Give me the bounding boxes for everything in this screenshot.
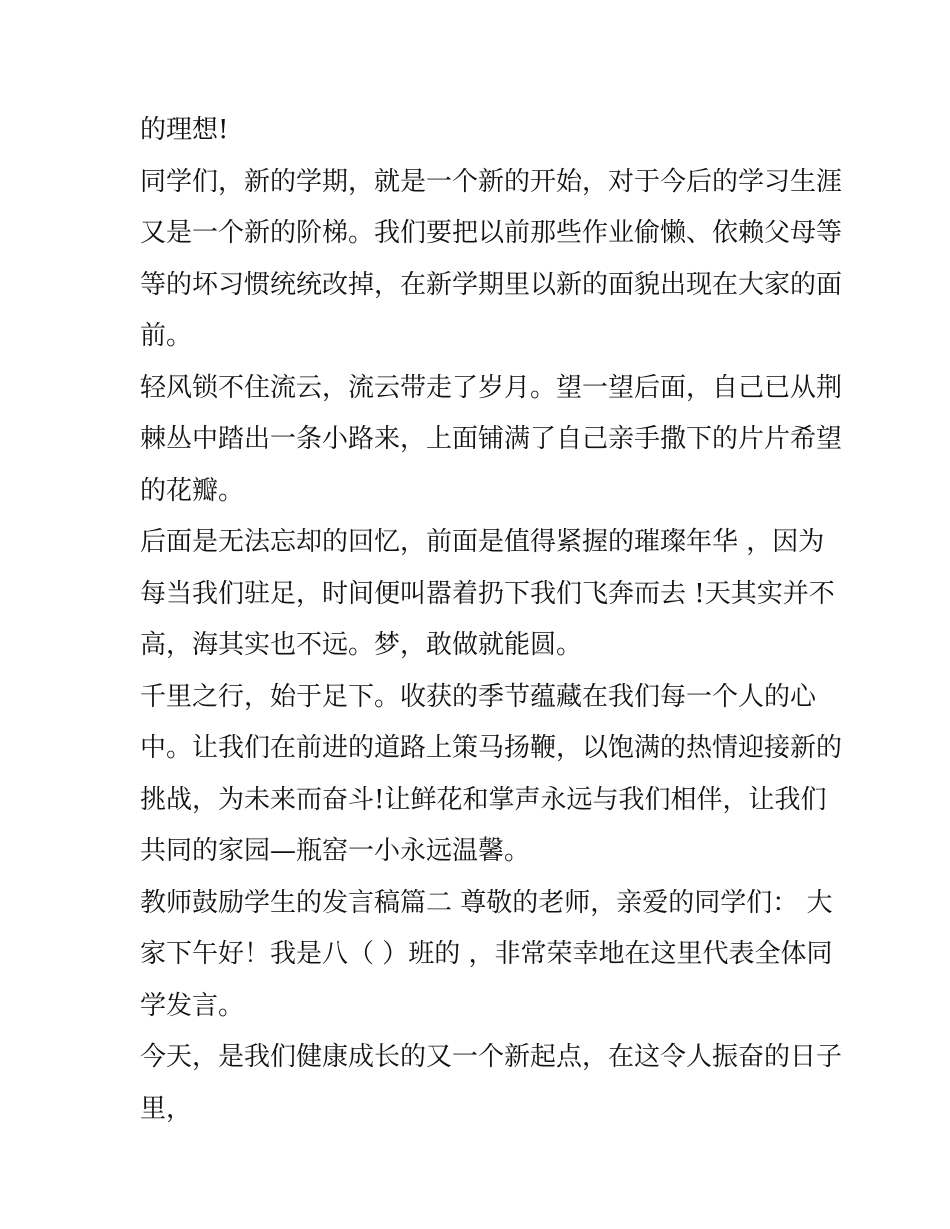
text-line: 学发言。 [140, 990, 245, 1021]
text-line: 同学们，新的学期，就是一个新的开始，对于今后的学习生涯 [140, 166, 843, 197]
paragraph [140, 157, 843, 363]
text-line: 共同的家园—瓶窑一小永远温馨。 [140, 836, 531, 866]
paragraph [140, 517, 835, 672]
text-line: 家下午好！我是八（ ）班的 ，非常荣幸地在这里代表全体同 [140, 939, 833, 969]
text-line: 教师鼓励学生的发言稿篇二 尊敬的老师，亲爱的同学们： 大 [140, 887, 833, 918]
text-line: 千里之行，始于足下。收获的季节蕴藏在我们每一个人的心 [140, 681, 817, 712]
document-body [140, 105, 843, 1135]
paragraph [140, 1032, 843, 1135]
text-line: 前。 [140, 321, 193, 351]
text-line: 等的坏习惯统统改掉，在新学期里以新的面貌出现在大家的面 [140, 269, 843, 300]
text-line: 的花瓣。 [140, 475, 245, 506]
text-line: 挑战，为未来而奋斗!让鲜花和掌声永远与我们相伴，让我们 [140, 784, 827, 815]
text-line: 棘丛中踏出一条小路来，上面铺满了自己亲手撒下的片片希望 [140, 424, 843, 454]
paragraph [140, 878, 833, 1033]
paragraph [140, 672, 843, 878]
text-line: 的理想! [140, 115, 229, 145]
text-line: 后面是无法忘却的回忆，前面是值得紧握的璀璨年华 ，因为 [140, 527, 825, 557]
text-line: 里， [140, 1093, 193, 1124]
paragraph [140, 105, 820, 157]
text-line: 每当我们驻足，时间便叫嚣着扔下我们飞奔而去 !天其实并不 [140, 578, 835, 609]
text-line: 轻风锁不住流云，流云带走了岁月。望一望后面，自己已从荆 [140, 372, 843, 403]
text-line: 又是一个新的阶梯。我们要把以前那些作业偷懒、依赖父母等 [140, 218, 843, 248]
text-line: 中。让我们在前进的道路上策马扬鞭，以饱满的热情迎接新的 [140, 733, 843, 763]
paragraph [140, 363, 843, 518]
text-line: 高，海其实也不远。梦，敢做就能圆。 [140, 630, 583, 660]
text-line: 今天，是我们健康成长的又一个新起点，在这令人振奋的日子 [140, 1042, 843, 1072]
